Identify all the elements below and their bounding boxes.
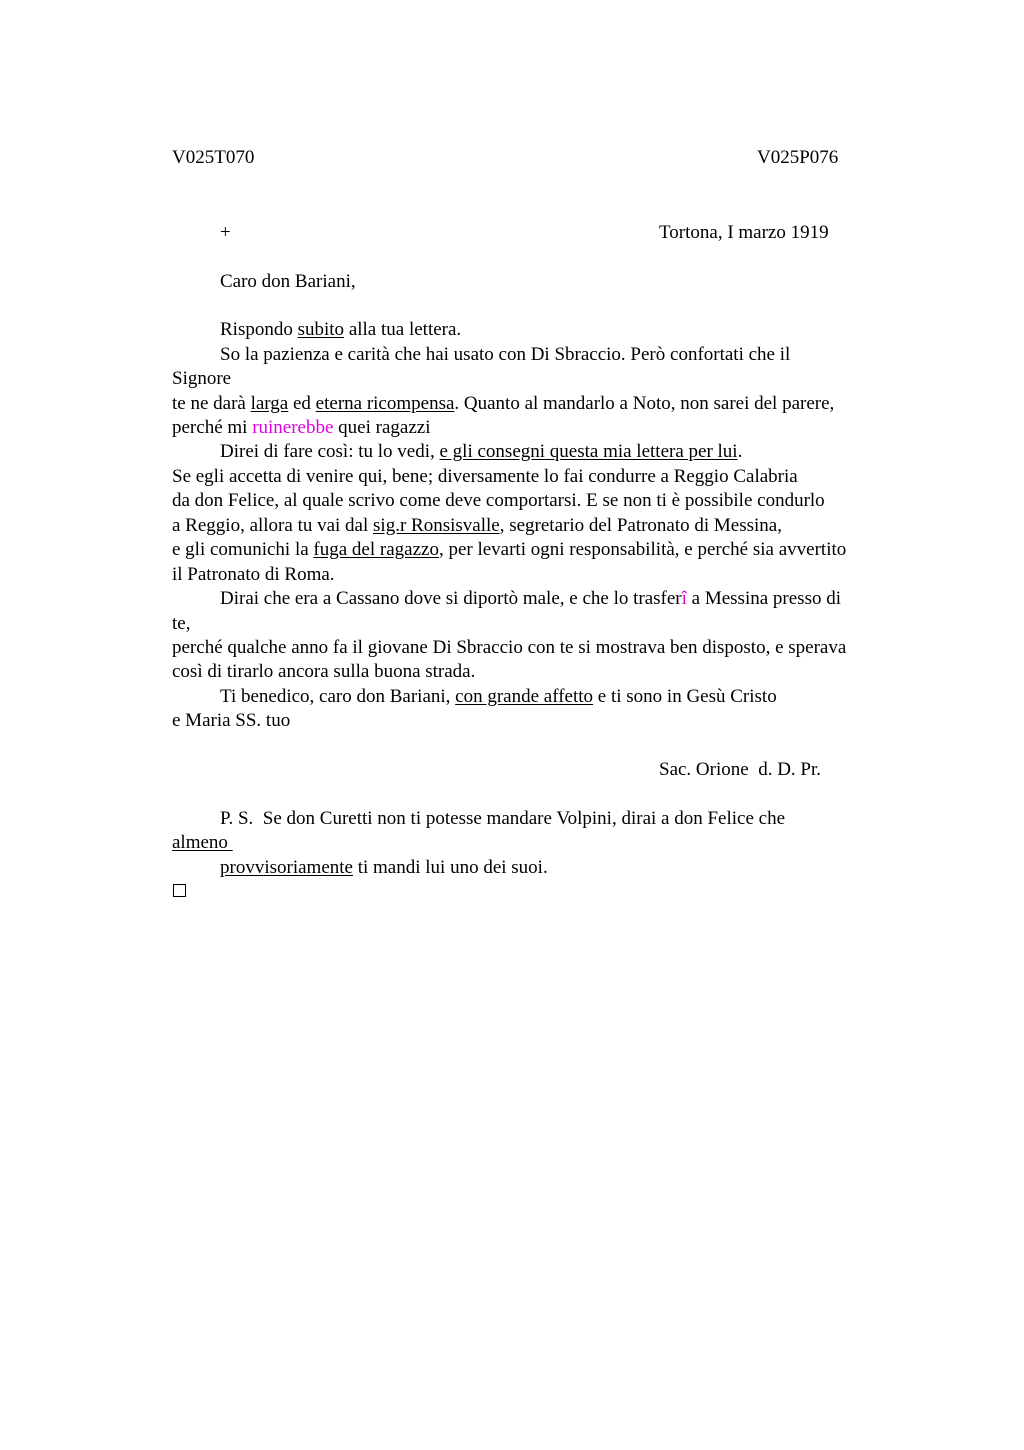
body-line: così di tirarlo ancora sulla buona strada. xyxy=(172,661,476,682)
body-line: Rispondo subito alla tua lettera. xyxy=(220,319,462,340)
body-line: e gli comunichi la fuga del ragazzo, per levarti ogni responsabilità, e perché sia avvertito xyxy=(172,539,847,560)
body-line: il Patronato di Roma. xyxy=(172,564,335,585)
body-line: Direi di fare così: tu lo vedi, e gli consegni questa mia lettera per lui. xyxy=(220,441,743,462)
signature: Sac. Orione d. D. Pr. xyxy=(659,759,822,780)
body-line: da don Felice, al quale scrivo come deve comportarsi. E se non ti è possibile condurlo xyxy=(172,490,825,511)
body-line: So la pazienza e carità che hai usato con Di Sbraccio. Però confortati che il xyxy=(220,344,791,365)
checkbox-square-icon xyxy=(173,884,186,897)
postscript-line: almeno xyxy=(172,832,233,853)
body-line: Dirai che era a Cassano dove si diportò male, e che lo trasferî a Messina presso di xyxy=(220,588,841,609)
body-line: te ne darà larga ed eterna ricompensa. Quanto al mandarlo a Noto, non sarei del parere, xyxy=(172,393,835,414)
place-date: Tortona, I marzo 1919 xyxy=(659,222,829,243)
document-code-right: V025P076 xyxy=(757,147,839,168)
body-line: Signore xyxy=(172,368,232,389)
postscript-line: P. S. Se don Curetti non ti potesse mandare Volpini, dirai a don Felice che xyxy=(220,808,785,829)
salutation: Caro don Bariani, xyxy=(220,271,356,292)
body-line: Ti benedico, caro don Bariani, con grande affetto e ti sono in Gesù Cristo xyxy=(220,686,777,707)
body-line: te, xyxy=(172,613,191,634)
body-line: a Reggio, allora tu vai dal sig.r Ronsisvalle, segretario del Patronato di Messina, xyxy=(172,515,782,536)
body-line: perché mi ruinerebbe quei ragazzi xyxy=(172,417,431,438)
document-code-left: V025T070 xyxy=(172,147,255,168)
postscript-line: provvisoriamente ti mandi lui uno dei suoi. xyxy=(220,857,548,878)
cross-mark: + xyxy=(220,222,231,243)
body-line: e Maria SS. tuo xyxy=(172,710,291,731)
body-line: perché qualche anno fa il giovane Di Sbraccio con te si mostrava ben disposto, e sperava xyxy=(172,637,847,658)
body-line: Se egli accetta di venire qui, bene; diversamente lo fai condurre a Reggio Calabria xyxy=(172,466,798,487)
